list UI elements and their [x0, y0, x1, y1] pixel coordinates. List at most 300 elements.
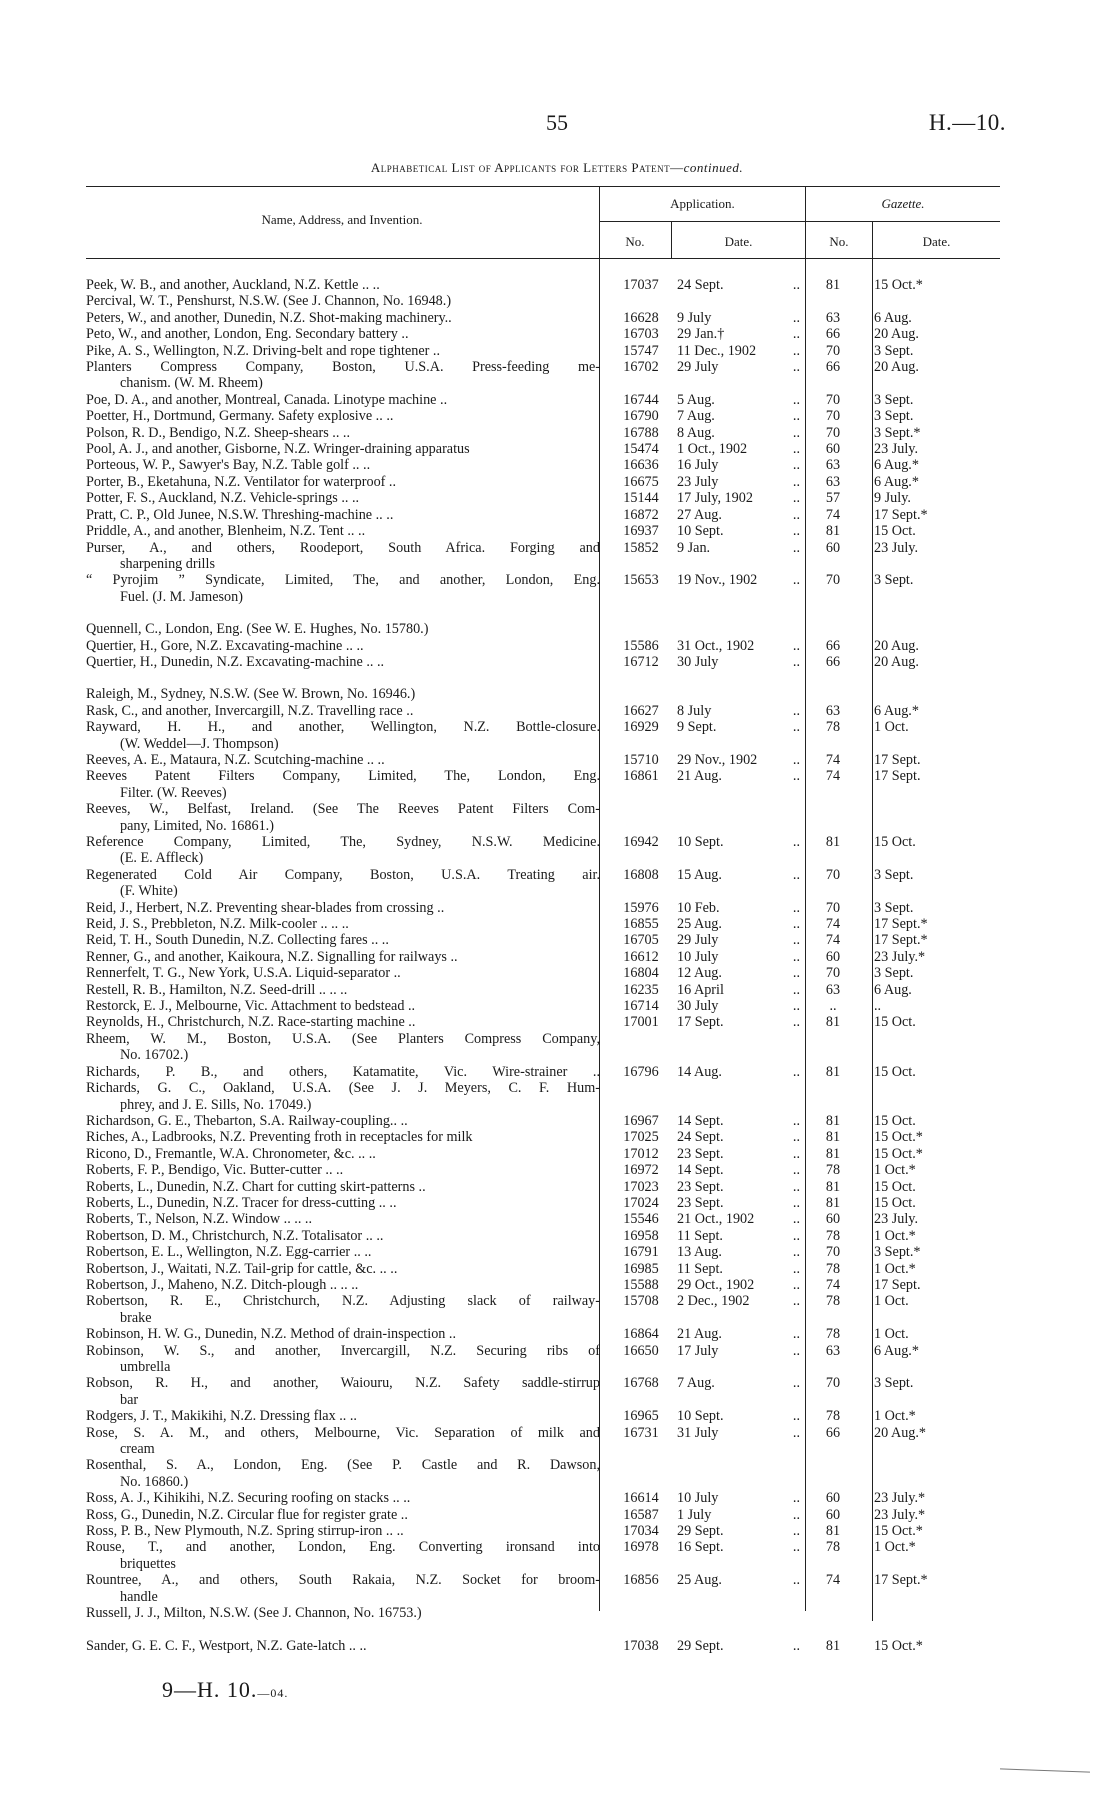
leader-dots: ..: [792, 1227, 800, 1244]
leader-dots: ..: [792, 391, 800, 408]
gazette-date: 15 Oct.*: [874, 1145, 923, 1162]
leader-dots: ..: [792, 702, 800, 719]
leader-dots: ..: [792, 1424, 800, 1441]
applicant-text: Reference Company, Limited, The, Sydney, N.S.W. Medicine.: [86, 834, 600, 850]
leader-dots: ..: [792, 932, 800, 949]
gazette-number: 60: [825, 1490, 841, 1507]
application-number: 16731: [623, 1424, 659, 1441]
applicant-text: Ross, A. J., Kihikihi, N.Z. Securing roofing on stacks .. ..: [86, 1490, 411, 1507]
gazette-number: ..: [829, 998, 837, 1015]
leader-dots: ..: [792, 1490, 800, 1507]
table-row: [86, 1523, 986, 1539]
application-date: 23 Sept.: [677, 1178, 724, 1195]
gazette-date: 15 Oct.: [874, 834, 916, 850]
leader-dots: ..: [792, 424, 800, 441]
leader-dots: ..: [792, 899, 800, 916]
gazette-number: 81: [825, 1014, 841, 1031]
application-number: 15710: [623, 751, 659, 768]
application-number: 16235: [623, 981, 659, 998]
gazette-number: 78: [825, 1539, 841, 1556]
header-top-rule: [86, 186, 1000, 187]
gazette-date: ..: [874, 998, 882, 1015]
gazette-date: 6 Aug.*: [874, 702, 919, 719]
application-number: 16702: [623, 359, 659, 376]
applicant-text: Reeves, A. E., Mataura, N.Z. Scutching-machine .. ..: [86, 751, 385, 768]
application-number: 16804: [623, 965, 659, 982]
application-number: 16788: [623, 424, 659, 441]
applicant-text: bar: [120, 1391, 139, 1408]
application-number: 16937: [623, 523, 659, 540]
applicant-text: cream: [120, 1441, 155, 1458]
applicant-text: Robertson, J., Maheno, N.Z. Ditch-plough .. .. ..: [86, 1276, 359, 1293]
gazette-date: 15 Oct.*: [874, 1523, 923, 1540]
leader-dots: ..: [792, 572, 800, 589]
applicant-text: handle: [120, 1588, 158, 1605]
gazette-number: 78: [825, 719, 841, 736]
application-number: 17037: [623, 277, 659, 293]
table-row: [86, 1343, 986, 1376]
applicant-text: Quertier, H., Dunedin, N.Z. Excavating-machine .. ..: [86, 653, 385, 670]
table-row: [86, 540, 986, 573]
leader-dots: ..: [792, 1014, 800, 1031]
applicant-text: brake: [120, 1309, 152, 1326]
table-row: [86, 949, 986, 965]
table-row: [86, 1146, 986, 1162]
applicant-text: sharpening drills: [120, 555, 215, 572]
table-row: [86, 768, 986, 801]
applicant-text: Robinson, H. W. G., Dunedin, N.Z. Method of drain-inspection ..: [86, 1326, 457, 1343]
leader-dots: ..: [792, 457, 800, 474]
gazette-number: 70: [825, 1375, 841, 1392]
leader-dots: ..: [792, 637, 800, 654]
application-date: 29 July: [677, 932, 719, 949]
gazette-number: 74: [825, 751, 841, 768]
applicant-text: Rose, S. A. M., and others, Melbourne, Vic. Separation of milk and: [86, 1424, 600, 1441]
leader-dots: ..: [792, 948, 800, 965]
applicant-text: Robertson, R. E., Christchurch, N.Z. Adjusting slack of railway-: [86, 1293, 600, 1310]
document-code: H.—10.: [928, 110, 1006, 135]
applicant-text: “ Pyrojim ” Syndicate, Limited, The, and another, London, Eng.: [86, 572, 600, 589]
table-row: [86, 1228, 986, 1244]
table-row: [86, 686, 986, 702]
applicant-text: Renner, G., and another, Kaikoura, N.Z. Signalling for railways ..: [86, 948, 458, 965]
application-date: 11 Dec., 1902: [677, 342, 757, 359]
applicant-text: Purser, A., and others, Roodeport, South Africa. Forging and: [86, 539, 600, 556]
gazette-date: 23 July.*: [874, 1506, 926, 1523]
gazette-number: 60: [825, 539, 841, 556]
leader-dots: ..: [792, 1523, 800, 1540]
table-row: [86, 572, 986, 605]
leader-dots: ..: [792, 719, 800, 736]
gazette-number: 74: [825, 506, 841, 523]
application-date: 12 Aug.: [677, 965, 722, 982]
margin-mark: [1000, 1768, 1090, 1772]
gazette-number: 81: [825, 277, 841, 293]
application-number: 17001: [623, 1014, 659, 1031]
gazette-number: 78: [825, 1260, 841, 1277]
gazette-number: 74: [825, 916, 841, 933]
application-number: 16614: [623, 1490, 659, 1507]
application-number: 17024: [623, 1194, 659, 1211]
leader-dots: ..: [792, 523, 800, 540]
application-date: 16 April: [677, 981, 724, 998]
gazette-date: 3 Sept.: [874, 391, 914, 408]
gazette-number: 78: [825, 1162, 841, 1179]
gazette-date: 3 Sept.: [874, 572, 914, 589]
application-date: 29 Sept.: [677, 1637, 724, 1654]
leader-dots: ..: [792, 408, 800, 425]
gazette-date: 6 Aug.*: [874, 457, 919, 474]
gazette-date: 15 Oct.: [874, 1063, 916, 1080]
header-application: Application.: [670, 196, 735, 211]
gazette-number: 74: [825, 1276, 841, 1293]
application-date: 21 Aug.: [677, 1326, 722, 1343]
table-row: [86, 1113, 986, 1129]
table-row: [86, 900, 986, 916]
section-gap: [86, 605, 986, 621]
application-date: 29 Oct., 1902: [677, 1276, 755, 1293]
gazette-date: 23 July.*: [874, 948, 926, 965]
gazette-date: 23 July.: [874, 441, 919, 458]
applicant-text: Riches, A., Ladbrooks, N.Z. Preventing froth in receptacles for milk: [86, 1129, 473, 1146]
header-gaz-date: Date.: [922, 234, 951, 249]
application-date: 11 Sept.: [677, 1260, 723, 1277]
applicant-text: Rountree, A., and others, South Rakaia, N.Z. Socket for broom-: [86, 1572, 600, 1589]
leader-dots: ..: [792, 359, 800, 376]
applicant-text: Robertson, D. M., Christchurch, N.Z. Totalisator .. ..: [86, 1227, 384, 1244]
applicant-text: phrey, and J. E. Sills, No. 17049.): [120, 1096, 312, 1113]
application-date: 9 Sept.: [677, 719, 717, 736]
leader-dots: ..: [792, 506, 800, 523]
table-row: [86, 1064, 986, 1113]
application-date: 7 Aug.: [677, 408, 715, 425]
applicant-text: Ricono, D., Fremantle, W.A. Chronometer, &c. .. ..: [86, 1145, 376, 1162]
gazette-date: 3 Sept.*: [874, 1244, 921, 1261]
applicant-text: Roberts, L., Dunedin, N.Z. Tracer for dress-cutting .. ..: [86, 1194, 397, 1211]
table-row: [86, 932, 986, 948]
applicant-text: umbrella: [120, 1359, 171, 1375]
table-row: [86, 1638, 986, 1654]
gazette-date: 15 Oct.*: [874, 277, 923, 293]
application-number: 16872: [623, 506, 659, 523]
gazette-date: 3 Sept.: [874, 1375, 914, 1392]
header-gazette: Gazette.: [881, 196, 925, 211]
leader-dots: ..: [792, 326, 800, 343]
application-date: 2 Dec., 1902: [677, 1293, 750, 1310]
leader-dots: ..: [792, 1637, 800, 1654]
application-number: 16714: [623, 998, 659, 1015]
applicant-text: Porter, B., Eketahuna, N.Z. Ventilator for waterproof ..: [86, 473, 397, 490]
gazette-number: 81: [825, 1145, 841, 1162]
page-number: 55: [546, 110, 568, 135]
gazette-date: 17 Sept.*: [874, 1572, 928, 1589]
application-date: 17 July, 1902: [677, 490, 753, 507]
table-row: [86, 1031, 986, 1064]
applicant-text: No. 16702.): [120, 1047, 189, 1064]
applicant-text: Reid, J. S., Prebbleton, N.Z. Milk-cooler .. .. ..: [86, 916, 349, 933]
gazette-date: 1 Oct.: [874, 1326, 909, 1343]
gazette-number: 63: [825, 473, 841, 490]
applicant-text: Rayward, H. H., and another, Wellington, N.Z. Bottle-closure.: [86, 719, 600, 736]
table-row: [86, 1014, 986, 1030]
gazette-number: 70: [825, 1244, 841, 1261]
applicant-text: Rennerfelt, T. G., New York, U.S.A. Liquid-separator ..: [86, 965, 401, 982]
gazette-number: 70: [825, 572, 841, 589]
application-number: 16864: [623, 1326, 659, 1343]
applicant-text: Porteous, W. P., Sawyer's Bay, N.Z. Table golf .. ..: [86, 457, 371, 474]
applicant-text: Robertson, E. L., Wellington, N.Z. Egg-carrier .. ..: [86, 1244, 372, 1261]
gazette-number: 66: [825, 359, 841, 376]
table-row: [86, 1244, 986, 1260]
applicant-text: Priddle, A., and another, Blenheim, N.Z. Tent .. ..: [86, 523, 366, 540]
applicant-text: Fuel. (J. M. Jameson): [120, 588, 243, 605]
application-date: 8 Aug.: [677, 424, 715, 441]
application-number: 16978: [623, 1539, 659, 1556]
application-date: 29 Nov., 1902: [677, 751, 758, 768]
table-row: [86, 1326, 986, 1342]
gazette-date: 3 Sept.: [874, 866, 914, 883]
application-date: 17 July: [677, 1342, 719, 1359]
application-number: 16791: [623, 1244, 659, 1261]
gazette-date: 20 Aug.: [874, 359, 919, 376]
applicant-text: No. 16860.): [120, 1473, 189, 1490]
table-row: [86, 310, 986, 326]
applicant-text: (E. E. Affleck): [120, 850, 204, 867]
application-number: 15588: [623, 1276, 659, 1293]
application-number: 16650: [623, 1342, 659, 1359]
application-date: 13 Aug.: [677, 1244, 722, 1261]
application-number: 17012: [623, 1145, 659, 1162]
gazette-date: 15 Oct.: [874, 523, 916, 540]
gazette-date: 15 Oct.*: [874, 1637, 923, 1654]
application-number: 16675: [623, 473, 659, 490]
applicant-text: Rodgers, J. T., Makikihi, N.Z. Dressing flax .. ..: [86, 1408, 357, 1425]
table-row: [86, 834, 986, 867]
gazette-number: 81: [825, 1194, 841, 1211]
gazette-date: 1 Oct.*: [874, 1162, 916, 1179]
table-row: [86, 441, 986, 457]
table-row: [86, 1539, 986, 1572]
gazette-number: 66: [825, 326, 841, 343]
application-date: 24 Sept.: [677, 277, 724, 293]
application-date: 11 Sept.: [677, 1227, 723, 1244]
gazette-date: 17 Sept.: [874, 768, 921, 785]
header-gaz-no: No.: [829, 234, 849, 249]
table-row: [86, 1605, 986, 1621]
leader-dots: ..: [792, 1408, 800, 1425]
leader-dots: ..: [792, 1260, 800, 1277]
application-date: 16 July: [677, 457, 719, 474]
table-row: [86, 1277, 986, 1293]
table-row: [86, 621, 986, 637]
application-number: 16985: [623, 1260, 659, 1277]
table-row: [86, 1162, 986, 1178]
gazette-date: 15 Oct.: [874, 1178, 916, 1195]
leader-dots: ..: [792, 1375, 800, 1392]
application-date: 30 July: [677, 998, 719, 1015]
table-row: [86, 1261, 986, 1277]
gazette-number: 81: [825, 1063, 841, 1080]
applicant-text: (F. White): [120, 883, 178, 900]
application-number: 15708: [623, 1293, 659, 1310]
gazette-date: 17 Sept.*: [874, 932, 928, 949]
header-bottom-rule: [86, 258, 1000, 259]
gazette-number: 63: [825, 309, 841, 326]
gazette-date: 20 Aug.: [874, 637, 919, 654]
applicant-text: Richardson, G. E., Thebarton, S.A. Railway-coupling.. ..: [86, 1112, 408, 1129]
gazette-number: 66: [825, 637, 841, 654]
gazette-number: 74: [825, 1572, 841, 1589]
application-date: 10 Sept.: [677, 834, 724, 850]
leader-dots: ..: [792, 441, 800, 458]
gazette-number: 63: [825, 1342, 841, 1359]
gazette-date: 17 Sept.*: [874, 916, 928, 933]
applicant-text: Restell, R. B., Hamilton, N.Z. Seed-drill .. .. ..: [86, 981, 348, 998]
gazette-date: 20 Aug.*: [874, 1424, 927, 1441]
leader-dots: ..: [792, 1572, 800, 1589]
gazette-number: 74: [825, 768, 841, 785]
table-row: [86, 293, 986, 309]
gazette-date: 17 Sept.*: [874, 506, 928, 523]
table-row: [86, 507, 986, 523]
application-number: 17023: [623, 1178, 659, 1195]
applicant-text: Raleigh, M., Sydney, N.S.W. (See W. Brown, No. 16946.): [86, 686, 416, 703]
application-number: 16856: [623, 1572, 659, 1589]
gazette-date: 1 Oct.*: [874, 1260, 916, 1277]
applicant-text: Rosenthal, S. A., London, Eng. (See P. Castle and R. Dawson,: [86, 1457, 600, 1474]
application-number: 16967: [623, 1112, 659, 1129]
application-number: 15976: [623, 899, 659, 916]
table-row: [86, 457, 986, 473]
leader-dots: ..: [792, 1326, 800, 1343]
applicant-text: Richards, G. C., Oakland, U.S.A. (See J. J. Meyers, C. F. Hum-: [86, 1080, 600, 1097]
applicant-text: briquettes: [120, 1555, 176, 1572]
leader-dots: ..: [792, 1129, 800, 1146]
application-date: 31 July: [677, 1424, 719, 1441]
application-number: 16705: [623, 932, 659, 949]
application-date: 21 Aug.: [677, 768, 722, 785]
gazette-number: 70: [825, 424, 841, 441]
application-date: 1 July: [677, 1506, 712, 1523]
applicant-text: Filter. (W. Reeves): [120, 784, 227, 801]
application-number: 16612: [623, 948, 659, 965]
table-row: [86, 523, 986, 539]
application-number: 16790: [623, 408, 659, 425]
gazette-number: 63: [825, 702, 841, 719]
table-row: [86, 408, 986, 424]
gazette-number: 70: [825, 866, 841, 883]
gazette-number: 81: [825, 1129, 841, 1146]
leader-dots: ..: [792, 539, 800, 556]
application-number: 16972: [623, 1162, 659, 1179]
leader-dots: ..: [792, 768, 800, 785]
table-row: [86, 474, 986, 490]
applicant-text: Robson, R. H., and another, Waiouru, N.Z. Safety saddle-stirrup: [86, 1375, 600, 1392]
gazette-date: 15 Oct.*: [874, 1129, 923, 1146]
application-number: 16587: [623, 1506, 659, 1523]
gazette-subrule: [805, 221, 1000, 222]
application-number: 15653: [623, 572, 659, 589]
application-number: 15586: [623, 637, 659, 654]
applicant-text: Russell, J. J., Milton, N.S.W. (See J. Channon, No. 16753.): [86, 1605, 422, 1622]
leader-dots: ..: [792, 981, 800, 998]
application-number: 16628: [623, 309, 659, 326]
applicant-text: Roberts, F. P., Bendigo, Vic. Butter-cutter .. ..: [86, 1162, 344, 1179]
gazette-number: 70: [825, 899, 841, 916]
gazette-date: 15 Oct.: [874, 1014, 916, 1031]
application-number: 17038: [623, 1637, 659, 1654]
gazette-number: 66: [825, 1424, 841, 1441]
application-date: 14 Aug.: [677, 1063, 722, 1080]
application-date: 14 Sept.: [677, 1162, 724, 1179]
gazette-date: 1 Oct.*: [874, 1539, 916, 1556]
leader-dots: ..: [792, 834, 800, 850]
gazette-date: 20 Aug.: [874, 326, 919, 343]
gazette-date: 1 Oct.*: [874, 1408, 916, 1425]
applicant-text: Poetter, H., Dortmund, Germany. Safety explosive .. ..: [86, 408, 394, 425]
table-row: [86, 1572, 986, 1605]
gazette-number: 60: [825, 441, 841, 458]
gazette-date: 17 Sept.: [874, 1276, 921, 1293]
gazette-number: 81: [825, 1523, 841, 1540]
application-date: 5 Aug.: [677, 391, 715, 408]
applicant-text: Pike, A. S., Wellington, N.Z. Driving-belt and rope tightener ..: [86, 342, 441, 359]
section-gap: [86, 670, 986, 686]
application-number: 15747: [623, 342, 659, 359]
application-date: 31 Oct., 1902: [677, 637, 755, 654]
applicant-text: Reid, J., Herbert, N.Z. Preventing shear-blades from crossing ..: [86, 899, 445, 916]
applicant-text: Planters Compress Company, Boston, U.S.A. Press-feeding me-: [86, 359, 600, 376]
table-row: [86, 719, 986, 752]
table-row: [86, 1507, 986, 1523]
application-date: 10 Sept.: [677, 1408, 724, 1425]
application-number: 16796: [623, 1063, 659, 1080]
leader-dots: ..: [792, 1194, 800, 1211]
gazette-date: 20 Aug.: [874, 653, 919, 670]
application-number: 16636: [623, 457, 659, 474]
applicant-list: [86, 277, 986, 1654]
leader-dots: ..: [792, 1211, 800, 1228]
applicant-text: Quertier, H., Gore, N.Z. Excavating-machine .. ..: [86, 637, 364, 654]
gazette-date: 6 Aug.*: [874, 1342, 919, 1359]
table-row: [86, 277, 986, 293]
applicant-text: Roberts, L., Dunedin, N.Z. Chart for cutting skirt-patterns ..: [86, 1178, 426, 1195]
gazette-date: 15 Oct.: [874, 1194, 916, 1211]
gazette-date: 3 Sept.: [874, 408, 914, 425]
gazette-date: 17 Sept.: [874, 751, 921, 768]
gazette-number: 70: [825, 342, 841, 359]
leader-dots: ..: [792, 1244, 800, 1261]
applicant-text: Pratt, C. P., Old Junee, N.S.W. Threshing-machine .. ..: [86, 506, 394, 523]
application-number: 17034: [623, 1523, 659, 1540]
gazette-number: 81: [825, 1637, 841, 1654]
leader-dots: ..: [792, 916, 800, 933]
gazette-date: 1 Oct.: [874, 1293, 909, 1310]
gazette-date: 1 Oct.: [874, 719, 909, 736]
gazette-date: 23 July.: [874, 539, 919, 556]
table-row: [86, 801, 986, 834]
applicant-text: Robertson, J., Waitati, N.Z. Tail-grip for cattle, &c. .. ..: [86, 1260, 398, 1277]
applicant-text: Roberts, T., Nelson, N.Z. Window .. .. ..: [86, 1211, 313, 1228]
application-date: 19 Nov., 1902: [677, 572, 758, 589]
leader-dots: ..: [792, 653, 800, 670]
applicant-text: (W. Weddel—J. Thompson): [120, 735, 279, 752]
gazette-date: 15 Oct.: [874, 1112, 916, 1129]
application-number: 16744: [623, 391, 659, 408]
application-date: 9 July: [677, 309, 712, 326]
application-date: 15 Aug.: [677, 866, 722, 883]
leader-dots: ..: [792, 1145, 800, 1162]
